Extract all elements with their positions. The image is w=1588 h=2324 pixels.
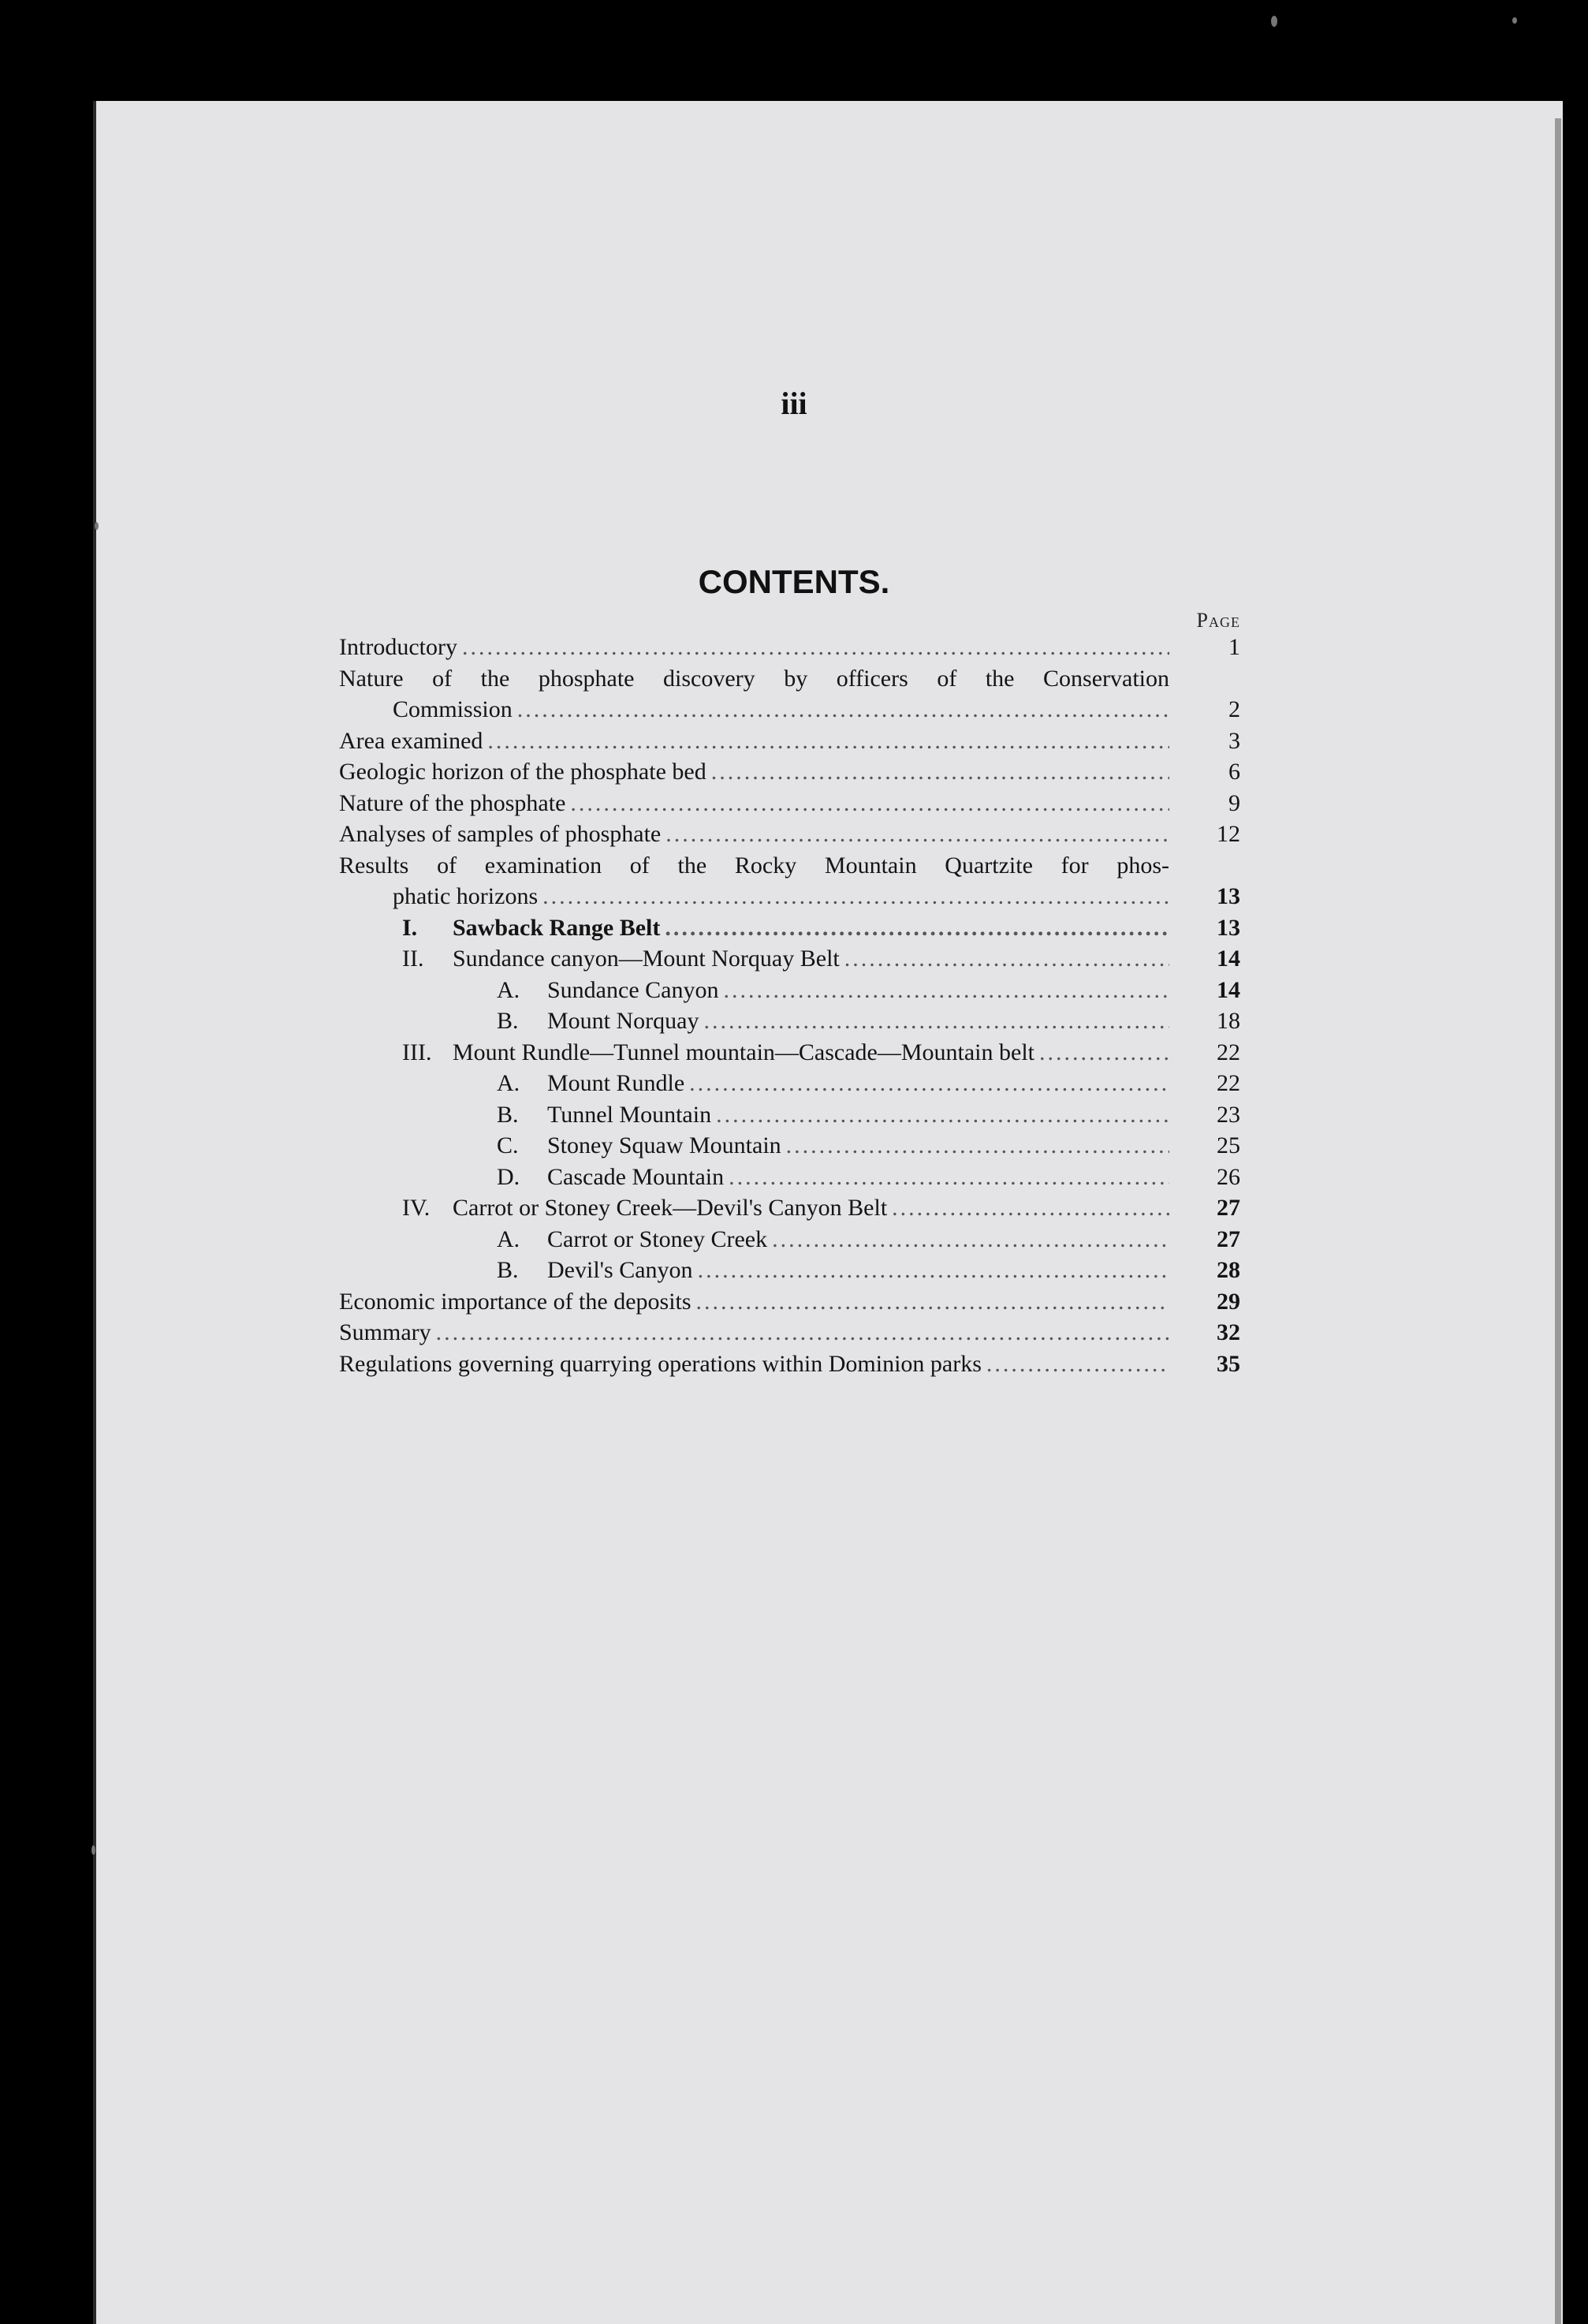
toc-page-number: 9 bbox=[1228, 789, 1240, 816]
toc-row bbox=[339, 883, 1240, 915]
toc-row bbox=[339, 1289, 1240, 1320]
toc-entry bbox=[497, 977, 1169, 1009]
toc-page-number: 32 bbox=[1217, 1319, 1240, 1345]
scan-speck bbox=[95, 522, 99, 530]
toc-entry-number: A. bbox=[497, 976, 520, 1003]
page-number: iii bbox=[781, 386, 807, 421]
toc-entry-title: Analyses of samples of phosphate bbox=[339, 821, 662, 847]
toc-row bbox=[339, 1102, 1240, 1133]
toc-entry-title: Area examined bbox=[339, 727, 483, 754]
toc-row bbox=[339, 696, 1240, 728]
toc-page-number: 14 bbox=[1217, 976, 1240, 1003]
toc-page-number: 28 bbox=[1217, 1257, 1240, 1283]
toc-row bbox=[339, 634, 1240, 666]
toc-entry bbox=[497, 1257, 1169, 1289]
toc-row bbox=[339, 1070, 1240, 1102]
toc-row bbox=[339, 1008, 1240, 1039]
toc-entry-title: Mount Rundle bbox=[547, 1070, 685, 1096]
toc-row bbox=[339, 1351, 1240, 1382]
toc-entry-title: Results of examination of the Rocky Mountain Quartzite for phos- bbox=[339, 852, 1169, 878]
toc-entry bbox=[497, 1070, 1169, 1102]
toc-entry-title: Mount Rundle—Tunnel mountain—Cascade—Mountain belt bbox=[453, 1039, 1035, 1065]
toc-entry bbox=[402, 1039, 1169, 1071]
dot-leader bbox=[716, 1102, 1169, 1128]
toc-row bbox=[339, 1226, 1240, 1258]
dot-leader bbox=[892, 1195, 1169, 1222]
dot-leader bbox=[689, 1070, 1169, 1097]
toc-row bbox=[339, 1257, 1240, 1289]
toc-page-number: 26 bbox=[1217, 1163, 1240, 1190]
toc-row bbox=[339, 1039, 1240, 1071]
toc-entry-title: Summary bbox=[339, 1319, 431, 1345]
toc-entry bbox=[339, 852, 1169, 884]
scan-speck bbox=[1271, 16, 1277, 27]
toc-entry bbox=[339, 1319, 1169, 1351]
toc-page-number: 18 bbox=[1217, 1008, 1240, 1034]
toc-page-number: 13 bbox=[1217, 914, 1240, 941]
dot-leader bbox=[570, 790, 1169, 817]
toc-entry-title: Nature of the phosphate discovery by officers of the Conservation bbox=[339, 665, 1169, 692]
toc-page-number: 29 bbox=[1217, 1288, 1240, 1315]
toc-entry bbox=[393, 883, 1169, 915]
toc-entry-title: Nature of the phosphate bbox=[339, 789, 566, 816]
dot-leader bbox=[517, 696, 1169, 723]
dot-leader bbox=[703, 1008, 1169, 1035]
toc-entry-title: Tunnel Mountain bbox=[547, 1101, 712, 1128]
toc-page-number: 22 bbox=[1217, 1039, 1240, 1065]
toc-page-number: 35 bbox=[1217, 1350, 1240, 1377]
dot-leader bbox=[665, 915, 1169, 942]
toc-entry-number: A. bbox=[497, 1225, 520, 1252]
toc-entry bbox=[339, 1289, 1169, 1320]
scan-speck bbox=[1512, 17, 1517, 24]
toc-row bbox=[339, 1164, 1240, 1196]
toc-entry-number: II. bbox=[402, 946, 424, 972]
toc-entry-title: Economic importance of the deposits bbox=[339, 1288, 691, 1315]
toc-entry-title: Carrot or Stoney Creek bbox=[547, 1225, 768, 1252]
toc-entry-title: Commission bbox=[393, 696, 513, 722]
dot-leader bbox=[729, 1164, 1169, 1191]
toc-entry bbox=[339, 759, 1169, 790]
toc-entry bbox=[497, 1132, 1169, 1164]
dot-leader bbox=[698, 1257, 1169, 1284]
scan-speck bbox=[91, 1845, 95, 1855]
toc-row bbox=[339, 915, 1240, 946]
toc-entry-title: Sawback Range Belt bbox=[453, 914, 661, 941]
toc-entry bbox=[497, 1102, 1169, 1133]
toc-entry bbox=[393, 696, 1169, 728]
toc-row bbox=[339, 666, 1240, 697]
toc-page-number: 25 bbox=[1217, 1132, 1240, 1158]
toc-page-number: 3 bbox=[1228, 727, 1240, 754]
toc-entry bbox=[339, 1351, 1169, 1382]
toc-row bbox=[339, 1132, 1240, 1164]
toc-row bbox=[339, 728, 1240, 759]
dot-leader bbox=[723, 977, 1169, 1004]
toc-page-number: 6 bbox=[1228, 759, 1240, 785]
toc-entry-number: D. bbox=[497, 1163, 520, 1190]
table-of-contents bbox=[339, 634, 1240, 1382]
contents-title: CONTENTS. bbox=[698, 563, 890, 600]
toc-entry bbox=[339, 790, 1169, 822]
page-edge bbox=[1555, 118, 1561, 2324]
toc-entry-title: Introductory bbox=[339, 634, 457, 660]
toc-row bbox=[339, 1319, 1240, 1351]
dot-leader bbox=[786, 1132, 1169, 1159]
dot-leader bbox=[772, 1226, 1169, 1253]
toc-row bbox=[339, 977, 1240, 1009]
dot-leader bbox=[1039, 1039, 1169, 1066]
toc-row bbox=[339, 821, 1240, 852]
toc-entry-number: B. bbox=[497, 1101, 519, 1128]
dot-leader bbox=[487, 728, 1169, 755]
toc-entry bbox=[339, 666, 1169, 697]
toc-entry-title: Mount Norquay bbox=[547, 1008, 699, 1034]
toc-entry bbox=[402, 946, 1169, 977]
toc-entry bbox=[497, 1008, 1169, 1039]
toc-page-number: 27 bbox=[1217, 1195, 1240, 1221]
dot-leader bbox=[986, 1351, 1169, 1378]
toc-page-number: 2 bbox=[1228, 696, 1240, 722]
toc-entry-title: phatic horizons bbox=[393, 883, 539, 909]
toc-entry bbox=[497, 1226, 1169, 1258]
toc-entry-title: Cascade Mountain bbox=[547, 1163, 725, 1190]
toc-page-number: 1 bbox=[1228, 634, 1240, 660]
toc-entry-number: IV. bbox=[402, 1195, 431, 1221]
toc-entry bbox=[402, 915, 1169, 946]
toc-entry bbox=[402, 1195, 1169, 1226]
toc-entry-number: B. bbox=[497, 1257, 519, 1283]
toc-entry-title: Regulations governing quarrying operations within Dominion parks bbox=[339, 1350, 982, 1377]
toc-entry-title: Devil's Canyon bbox=[547, 1257, 693, 1283]
toc-entry-number: C. bbox=[497, 1132, 519, 1158]
toc-row bbox=[339, 1195, 1240, 1226]
dot-leader bbox=[542, 883, 1169, 910]
dot-leader bbox=[844, 946, 1169, 972]
toc-entry-number: III. bbox=[402, 1039, 432, 1065]
toc-entry-title: Sundance Canyon bbox=[547, 976, 719, 1003]
dot-leader bbox=[665, 821, 1169, 848]
toc-entry bbox=[339, 634, 1169, 666]
toc-entry bbox=[497, 1164, 1169, 1196]
toc-entry bbox=[339, 728, 1169, 759]
toc-entry-number: B. bbox=[497, 1008, 519, 1034]
toc-row bbox=[339, 790, 1240, 822]
toc-page-number: 14 bbox=[1217, 946, 1240, 972]
toc-row bbox=[339, 852, 1240, 884]
dot-leader bbox=[436, 1319, 1169, 1346]
toc-page-number: 13 bbox=[1217, 883, 1240, 909]
dot-leader bbox=[696, 1289, 1169, 1315]
toc-entry-title: Stoney Squaw Mountain bbox=[547, 1132, 781, 1158]
toc-page-number: 23 bbox=[1217, 1101, 1240, 1128]
toc-page-number: 27 bbox=[1217, 1225, 1240, 1252]
toc-page-number: 22 bbox=[1217, 1070, 1240, 1096]
toc-row bbox=[339, 946, 1240, 977]
toc-entry-number: I. bbox=[402, 914, 418, 941]
toc-page-number: 12 bbox=[1217, 821, 1240, 847]
toc-entry-title: Geologic horizon of the phosphate bed bbox=[339, 759, 706, 785]
page-column-header: Page bbox=[1196, 609, 1240, 632]
toc-row bbox=[339, 759, 1240, 790]
toc-entry bbox=[339, 821, 1169, 852]
dot-leader bbox=[462, 634, 1169, 661]
dot-leader bbox=[711, 759, 1169, 785]
toc-entry-number: A. bbox=[497, 1070, 520, 1096]
toc-entry-title: Carrot or Stoney Creek—Devil's Canyon Belt bbox=[453, 1195, 888, 1221]
toc-entry-title: Sundance canyon—Mount Norquay Belt bbox=[453, 946, 840, 972]
